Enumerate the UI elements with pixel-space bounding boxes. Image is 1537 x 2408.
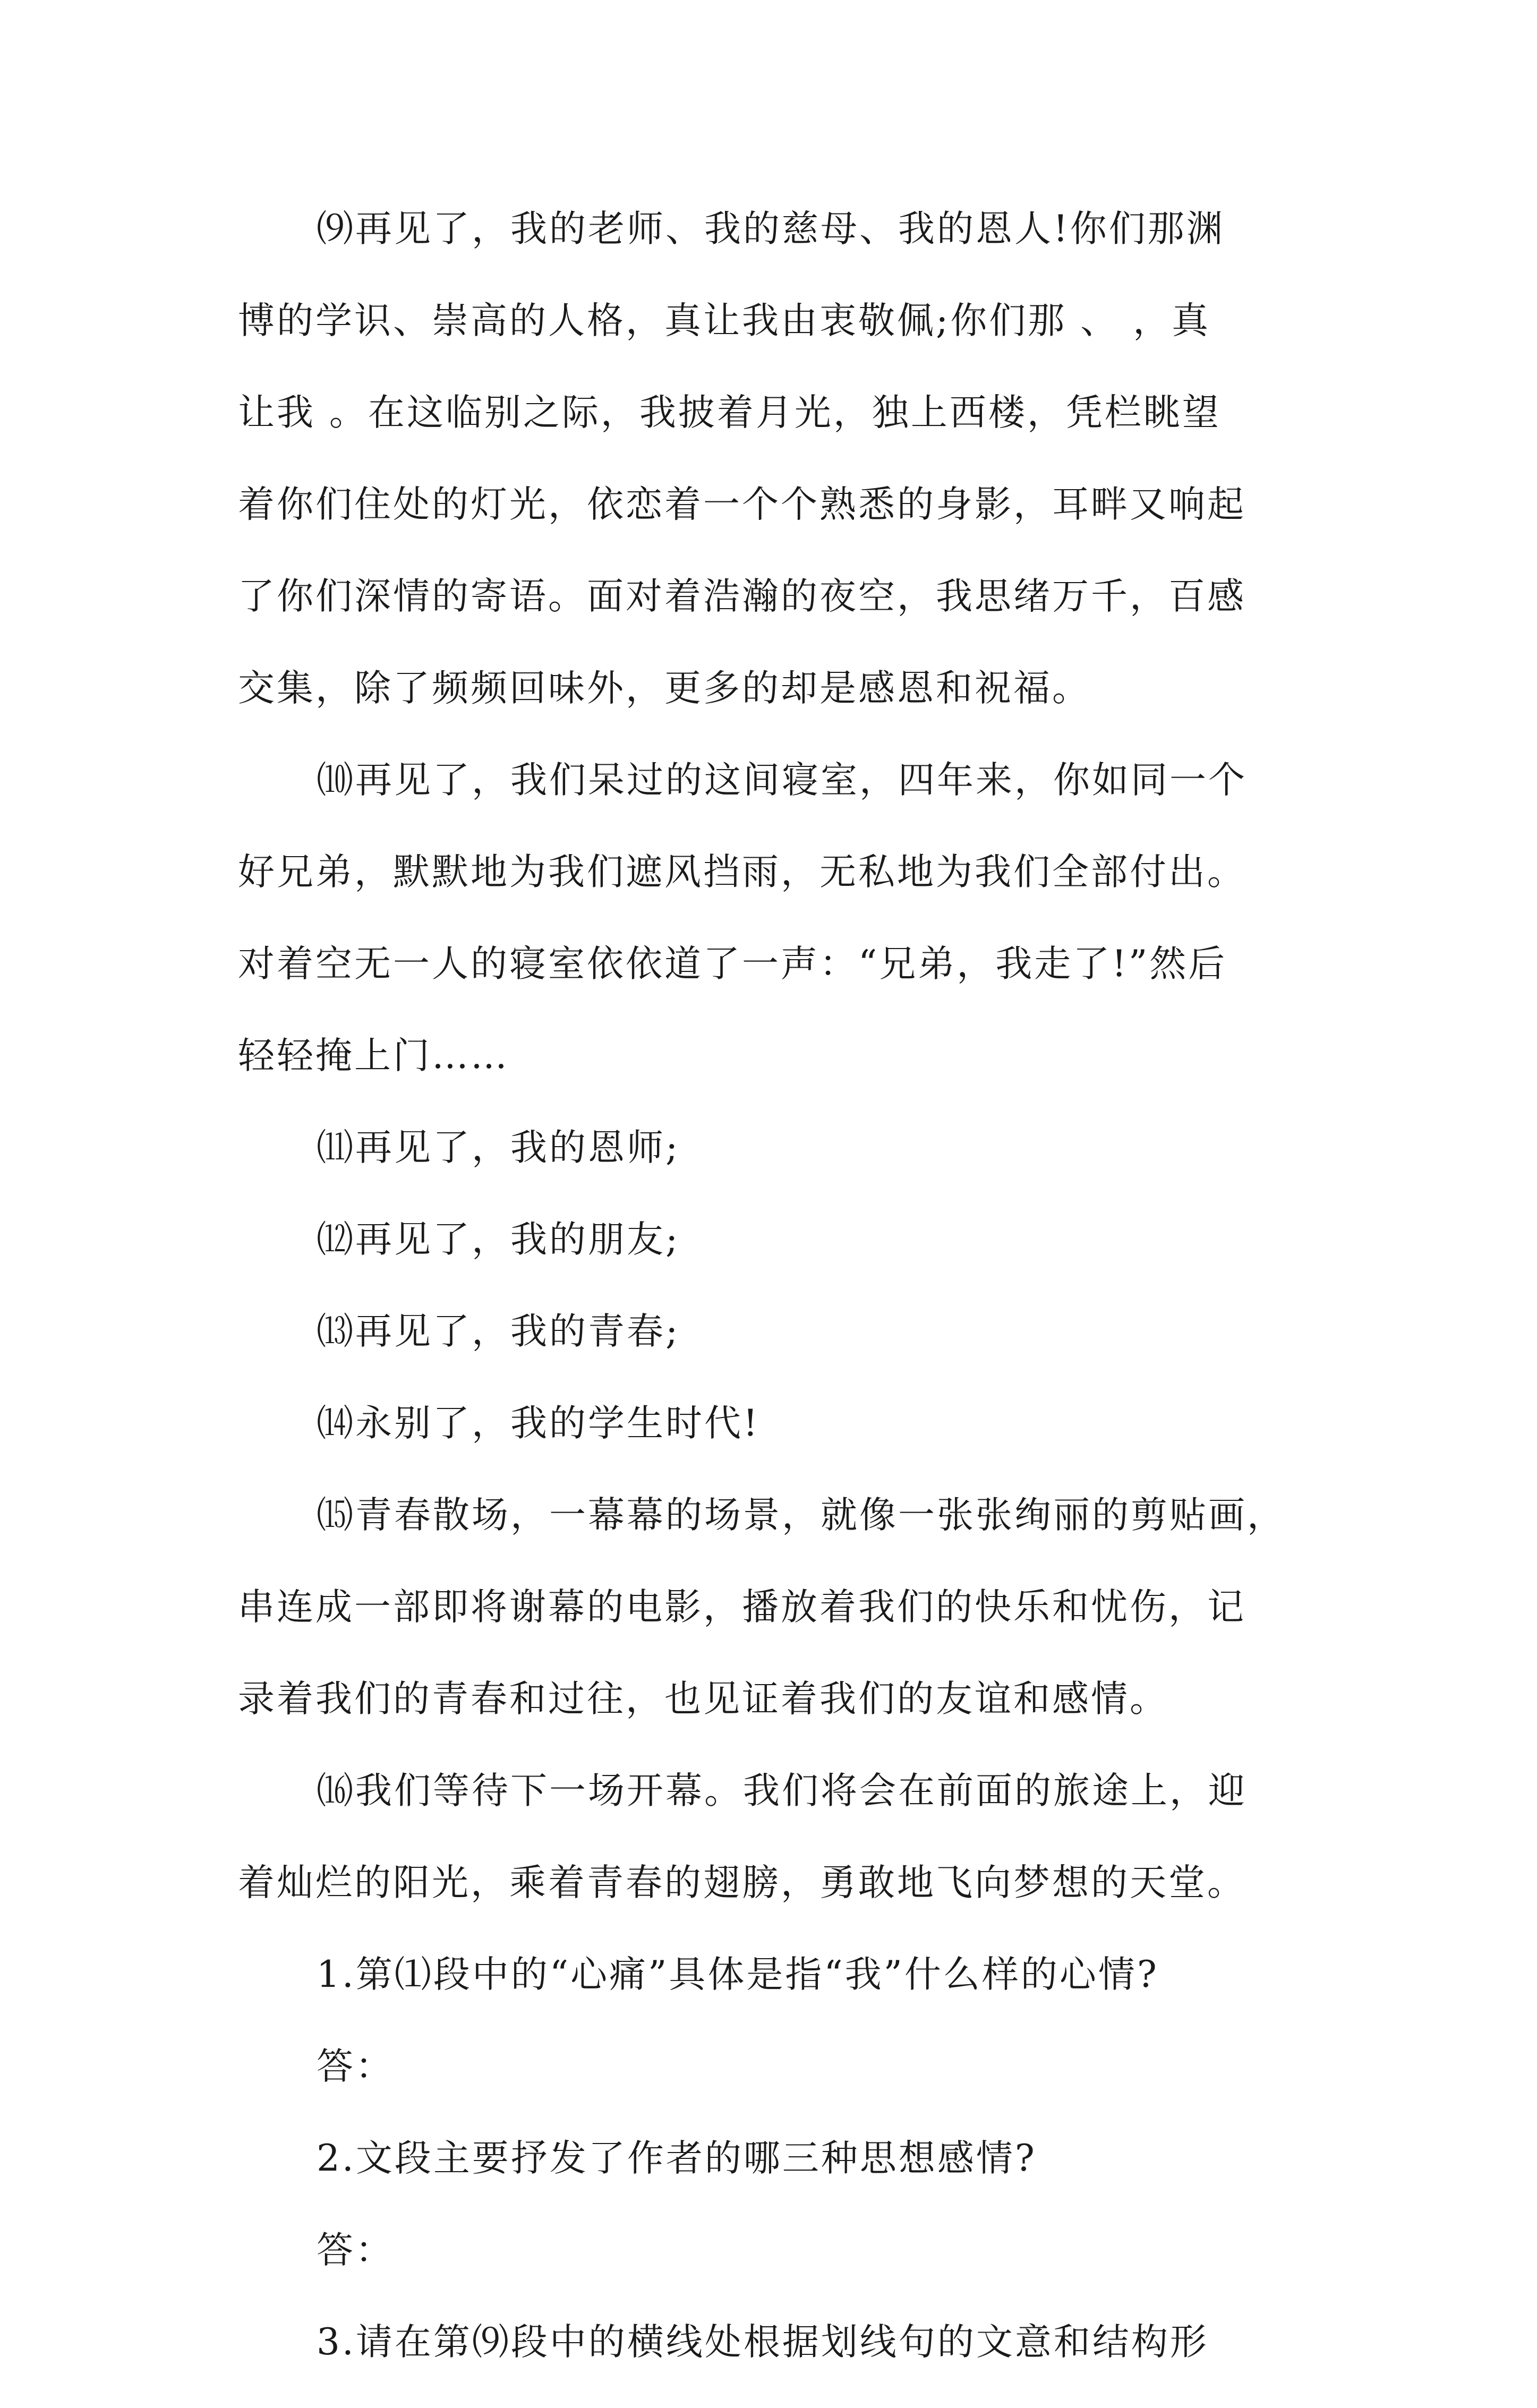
paragraph-15-line-3: 录着我们的青春和过往，也见证着我们的友谊和感情。 [238,1678,1168,1720]
paragraph-10-line-2: 好兄弟，默默地为我们遮风挡雨，无私地为我们全部付出。 [238,851,1246,893]
paragraph-14: ⒁永别了，我的学生时代! [317,1402,760,1445]
paragraph-9-line-1: ⑼再见了，我的老师、我的慈母、我的恩人!你们那渊 [317,208,1225,250]
question-2: 2.文段主要抒发了作者的哪三种思想感情? [317,2137,1037,2180]
paragraph-13: ⒀再见了，我的青春; [317,1310,680,1353]
answer-1-label: 答： [317,2045,394,2088]
document-page [238,203,1300,2408]
paragraph-12: ⑿再见了，我的朋友; [317,1218,680,1261]
paragraph-16-line-2: 着灿烂的阳光，乘着青春的翅膀，勇敢地飞向梦想的天堂。 [238,1861,1246,1904]
answer-2-label: 答： [317,2229,394,2272]
paragraph-16-line-1: ⒃我们等待下一场开幕。我们将会在前面的旅途上，迎 [317,1770,1247,1812]
paragraph-9-line-6: 交集，除了频频回味外，更多的却是感恩和祝福。 [238,667,1091,710]
paragraph-10-line-3: 对着空无一人的寝室依依道了一声：“兄弟，我走了!”然后 [238,943,1227,985]
question-3: 3.请在第⑼段中的横线处根据划线句的文意和结构形 [317,2321,1209,2363]
paragraph-9-line-5: 了你们深情的寄语。面对着浩瀚的夜空，我思绪万千，百感 [238,575,1246,618]
paragraph-10-line-1: ⑽再见了，我们呆过的这间寝室，四年来，你如同一个 [317,759,1247,801]
paragraph-15-line-2: 串连成一部即将谢幕的电影，播放着我们的快乐和忧伤，记 [238,1586,1246,1628]
paragraph-10-line-4: 轻轻掩上门…… [238,1035,509,1077]
paragraph-11: ⑾再见了，我的恩师; [317,1126,680,1169]
paragraph-9-line-2: 博的学识、崇高的人格，真让我由衷敬佩;你们那 、 ，真 [238,300,1211,342]
paragraph-9-line-4: 着你们住处的灯光，依恋着一个个熟悉的身影，耳畔又响起 [238,483,1246,526]
paragraph-9-line-3: 让我 。在这临别之际，我披着月光，独上西楼，凭栏眺望 [238,391,1221,434]
question-1: 1.第⑴段中的“心痛”具体是指“我”什么样的心情? [317,1953,1159,1996]
paragraph-15-line-1: ⒂青春散场，一幕幕的场景，就像一张张绚丽的剪贴画， [317,1494,1286,1536]
